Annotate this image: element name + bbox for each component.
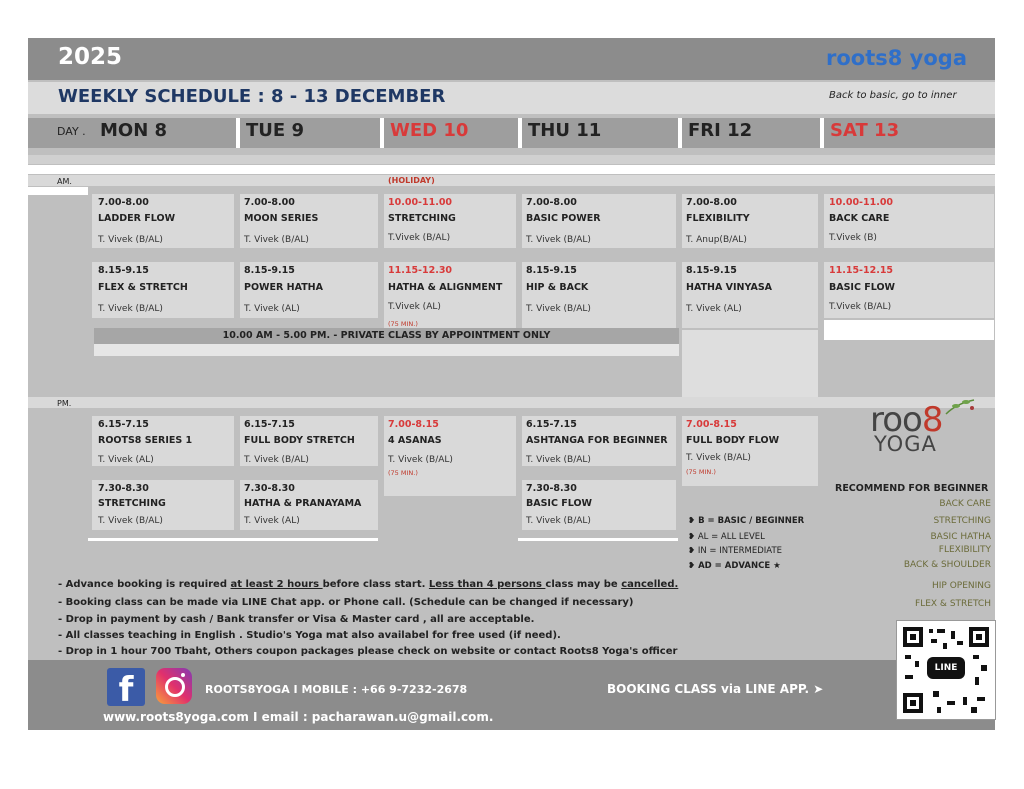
holiday-note: (HOLIDAY) [388, 176, 435, 185]
note-payment: - Drop in payment by cash / Bank transfer or Visa & Master card , all are acceptable. [58, 614, 535, 625]
class-time: 7.00-8.00 [686, 197, 737, 208]
class-teacher: T. Vivek (B/AL) [98, 304, 163, 314]
recommend-item: FLEX & STRETCH [915, 599, 991, 609]
legend-intermediate: ❥ IN = INTERMEDIATE [688, 546, 783, 556]
day-label: DAY . [57, 125, 86, 138]
line-label: LINE [927, 657, 965, 679]
class-teacher: T. Vivek (B/AL) [526, 235, 591, 245]
class-teacher: T. Vivek (B/AL) [244, 235, 309, 245]
recommend-item: FLEXIBILITY [938, 545, 991, 555]
divider [518, 538, 678, 541]
day-sat: SAT 13 [830, 120, 900, 141]
class-teacher: T. Vivek (B/AL) [686, 453, 751, 463]
class-time: 8.15-9.15 [526, 265, 577, 276]
day-thu: THU 11 [528, 120, 602, 141]
gutter [28, 187, 88, 195]
class-name: FULL BODY STRETCH [244, 435, 355, 446]
class-teacher: T. Vivek (AL) [686, 304, 742, 314]
class-name: BASIC FLOW [526, 498, 593, 509]
legend-advance: ❥ AD = ADVANCE ★ [688, 561, 781, 571]
class-name: FULL BODY FLOW [686, 435, 780, 446]
am-label: AM. [57, 177, 72, 186]
class-time: 7.30-8.30 [526, 483, 577, 494]
class-name: HATHA & PRANAYAMA [244, 498, 362, 509]
day-tue: TUE 9 [246, 120, 304, 141]
class-name: BACK CARE [829, 213, 890, 224]
class-teacher: T.Vivek (B/AL) [829, 302, 892, 312]
day-divider [820, 118, 824, 148]
booking-via-line[interactable]: BOOKING CLASS via LINE APP. ➤ [607, 682, 824, 696]
class-teacher: T. Anup(B/AL) [686, 235, 747, 245]
fri-extension [682, 330, 818, 400]
class-teacher: T. Vivek (B/AL) [526, 455, 591, 465]
duration-note: (75 MIN.) [388, 469, 418, 477]
private-band-lower [94, 344, 679, 356]
recommend-item: BACK & SHOULDER [903, 560, 991, 570]
class-time: 7.00-8.00 [98, 197, 149, 208]
private-class-banner: 10.00 AM - 5.00 PM. - PRIVATE CLASS BY APPOINTMENT ONLY [94, 328, 679, 344]
class-name: POWER HATHA [244, 282, 323, 293]
class-time: 8.15-9.15 [244, 265, 295, 276]
note-booking-method: - Booking class can be made via LINE Chat app. or Phone call. (Schedule can be changed if necessary) [58, 597, 634, 608]
day-divider [236, 118, 240, 148]
contact-info: ROOTS8YOGA I MOBILE : +66 9-7232-2678 [205, 683, 468, 696]
class-time: 10.00-11.00 [388, 197, 453, 208]
day-fri: FRI 12 [688, 120, 753, 141]
class-teacher: T. Vivek (B/AL) [526, 516, 591, 526]
year: 2025 [58, 44, 123, 70]
website-email[interactable]: www.roots8yoga.com I email : pacharawan.u@gmail.com. [103, 710, 494, 724]
class-name: STRETCHING [388, 213, 456, 224]
leaf-icon [944, 396, 976, 418]
class-name: HATHA VINYASA [686, 282, 773, 293]
class-name: 4 ASANAS [388, 435, 442, 446]
spacer-stripe [28, 155, 995, 164]
pm-label: PM. [57, 399, 72, 408]
class-time: 8.15-9.15 [686, 265, 737, 276]
recommend-item: STRETCHING [933, 516, 991, 526]
class-name: FLEXIBILITY [686, 213, 750, 224]
class-teacher: T. Vivek (B/AL) [98, 235, 163, 245]
class-teacher: T.Vivek (AL) [388, 302, 441, 312]
brand-name: roots8 yoga [826, 46, 967, 70]
class-time: 6.15-7.15 [526, 419, 577, 430]
class-teacher: T.Vivek (B/AL) [388, 233, 451, 243]
class-time: 7.00-8.15 [388, 419, 439, 430]
class-teacher: T. Vivek (AL) [98, 455, 154, 465]
day-wed: WED 10 [390, 120, 469, 141]
page-title: WEEKLY SCHEDULE : 8 - 13 DECEMBER [58, 86, 446, 107]
legend-all-level: ❥ AL = ALL LEVEL [688, 532, 765, 542]
class-name: HIP & BACK [526, 282, 589, 293]
class-name: HATHA & ALIGNMENT [388, 282, 503, 293]
class-name: ASHTANGA FOR BEGINNER [526, 435, 668, 446]
recommend-item: BACK CARE [939, 499, 991, 509]
duration-note: (75 MIN.) [686, 468, 716, 476]
class-time: 11.15-12.15 [829, 265, 894, 276]
class-time: 7.00-8.00 [526, 197, 577, 208]
class-teacher: T. Vivek (B/AL) [388, 455, 453, 465]
class-time: 7.30-8.30 [98, 483, 149, 494]
am-stripe [28, 175, 995, 186]
class-teacher: T. Vivek (B/AL) [244, 455, 309, 465]
note-language: - All classes teaching in English . Studio's Yoga mat also availabel for free used (if need). [58, 630, 561, 641]
roots8-logo: roo8 [870, 400, 943, 440]
sat-gap [824, 320, 994, 340]
class-teacher: T. Vivek (AL) [244, 516, 300, 526]
day-divider [518, 118, 522, 148]
duration-note: (75 MIN.) [388, 320, 418, 328]
day-mon: MON 8 [100, 120, 168, 141]
day-divider [380, 118, 384, 148]
class-time: 8.15-9.15 [98, 265, 149, 276]
instagram-icon[interactable] [156, 668, 192, 704]
recommend-item: HIP OPENING [931, 581, 991, 591]
class-teacher: T. Vivek (B/AL) [98, 516, 163, 526]
day-divider [678, 118, 682, 148]
class-teacher: T.Vivek (B) [829, 233, 877, 243]
class-time: 6.15-7.15 [244, 419, 295, 430]
class-time: 7.00-8.15 [686, 419, 737, 430]
class-time: 11.15-12.30 [388, 265, 453, 276]
note-drop-in-price: - Drop in 1 hour 700 Tbaht, Others coupon packages please check on website or contact Roots8 Yoga's officer [58, 646, 678, 657]
pm-stripe [28, 397, 995, 408]
class-time: 10.00-11.00 [829, 197, 894, 208]
line-qr-code[interactable] [896, 620, 996, 720]
class-name: MOON SERIES [244, 213, 319, 224]
recommend-item: BASIC HATHA [930, 532, 991, 542]
roots8-logo-yoga: YOGA [874, 432, 937, 456]
class-time: 6.15-7.15 [98, 419, 149, 430]
class-name: BASIC POWER [526, 213, 601, 224]
class-name: ROOTS8 SERIES 1 [98, 435, 193, 446]
spacer-white [28, 165, 995, 174]
class-time: 7.00-8.00 [244, 197, 295, 208]
class-teacher: T. Vivek (AL) [244, 304, 300, 314]
divider [88, 538, 378, 541]
legend-basic: ❥ B = BASIC / BEGINNER [688, 516, 805, 526]
class-name: FLEX & STRETCH [98, 282, 188, 293]
class-time: 7.30-8.30 [244, 483, 295, 494]
motto: Back to basic, go to inner [829, 90, 957, 101]
class-name: LADDER FLOW [98, 213, 176, 224]
recommend-heading: RECOMMEND FOR BEGINNER [835, 483, 989, 494]
class-name: BASIC FLOW [829, 282, 896, 293]
facebook-icon[interactable]: f [107, 668, 145, 706]
class-teacher: T. Vivek (B/AL) [526, 304, 591, 314]
class-name: STRETCHING [98, 498, 166, 509]
note-advance-booking: - Advance booking is required at least 2 hours before class start. Less than 4 persons class may be cancelled. [58, 579, 679, 590]
